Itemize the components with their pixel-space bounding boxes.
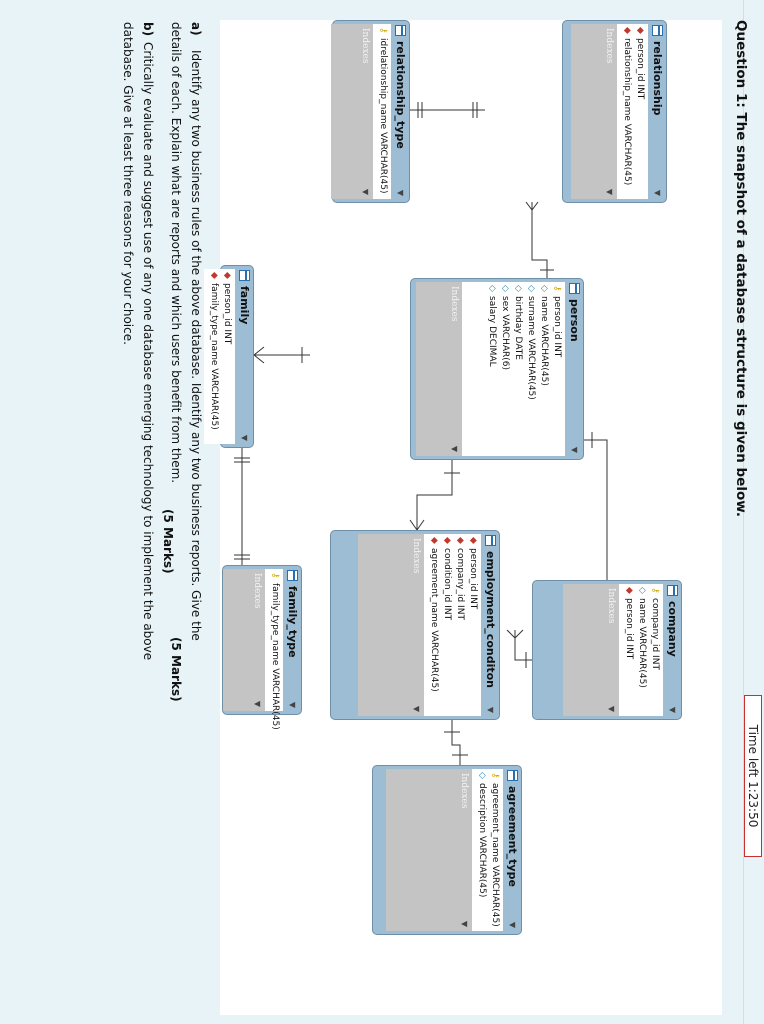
indexes-label: Indexes bbox=[360, 28, 370, 64]
column-row bbox=[440, 534, 453, 716]
indexes-body bbox=[331, 24, 357, 199]
attribute-icon: ◇ bbox=[487, 285, 497, 292]
collapse-arrow-icon[interactable]: ▼ bbox=[396, 189, 405, 196]
indexes-section[interactable] bbox=[603, 584, 619, 716]
foreign-key-icon: ◆ bbox=[429, 537, 439, 544]
collapse-arrow-icon[interactable]: ▼ bbox=[668, 706, 677, 713]
attribute-icon: ◇ bbox=[500, 285, 510, 292]
collapse-arrow-icon[interactable]: ▼ bbox=[288, 701, 297, 708]
family-table-header[interactable] bbox=[235, 266, 253, 447]
table-name: family bbox=[238, 286, 251, 325]
column-label: description VARCHAR(45) bbox=[477, 783, 487, 898]
part-a bbox=[166, 22, 206, 712]
attribute-icon: ◇ bbox=[539, 285, 549, 292]
part-a-marks: (5 Marks) bbox=[169, 637, 183, 702]
part-b-marks: (5 Marks) bbox=[161, 509, 175, 574]
foreign-key-icon: ◆ bbox=[622, 27, 632, 34]
column-label: salary DECIMAL bbox=[487, 296, 497, 367]
question-title: Question 1: The snapshot of a database structure is given below. bbox=[733, 20, 749, 517]
column-label: person_id INT bbox=[624, 598, 634, 660]
table-icon bbox=[239, 270, 250, 281]
expand-arrow-icon[interactable]: ▼ bbox=[253, 700, 262, 707]
table-icon bbox=[395, 25, 406, 36]
attribute-icon: ◇ bbox=[526, 285, 536, 292]
attribute-icon: ◇ bbox=[637, 587, 647, 594]
indexes-section[interactable] bbox=[446, 282, 462, 456]
foreign-key-icon: ◆ bbox=[222, 272, 232, 279]
column-row bbox=[648, 584, 661, 716]
part-a-line-1: Identify any two business rules of the above database. Identify any two business reports. Give the bbox=[189, 50, 203, 641]
part-b bbox=[118, 22, 175, 712]
collapse-arrow-icon[interactable]: ▼ bbox=[570, 446, 579, 453]
column-list bbox=[462, 282, 565, 456]
part-b-line-2: database. Give at least three reasons for your choice. bbox=[121, 22, 135, 345]
column-label: sex VARCHAR(6) bbox=[500, 296, 510, 371]
relationship-table-header[interactable] bbox=[648, 21, 666, 202]
expand-arrow-icon[interactable]: ▼ bbox=[605, 188, 614, 195]
column-label: idrelationship_name VARCHAR(45) bbox=[378, 38, 388, 194]
column-label: surname VARCHAR(45) bbox=[526, 296, 536, 400]
part-a-label: a) bbox=[189, 22, 203, 36]
table-icon bbox=[485, 535, 496, 546]
attribute-icon: ◇ bbox=[513, 285, 523, 292]
foreign-key-icon: ◆ bbox=[442, 537, 452, 544]
column-row bbox=[466, 534, 479, 716]
indexes-body bbox=[563, 584, 603, 716]
indexes-section[interactable] bbox=[601, 24, 617, 199]
employment-condition-table-header[interactable] bbox=[481, 531, 499, 719]
column-row bbox=[220, 269, 233, 444]
indexes-body bbox=[571, 24, 601, 199]
table-icon bbox=[652, 25, 663, 36]
primary-key-icon: ⚷ bbox=[378, 27, 388, 34]
column-row bbox=[207, 269, 220, 444]
foreign-key-icon: ◆ bbox=[468, 537, 478, 544]
column-label: agreement_name VARCHAR(45) bbox=[429, 548, 439, 692]
column-label: family_type_name VARCHAR(45) bbox=[270, 583, 280, 730]
primary-key-icon: ⚷ bbox=[490, 772, 500, 779]
table-icon bbox=[287, 570, 298, 581]
indexes-label: Indexes bbox=[459, 773, 469, 809]
column-label: person_id INT bbox=[635, 38, 645, 100]
question-parts bbox=[118, 22, 206, 712]
column-row bbox=[511, 282, 524, 456]
indexes-section[interactable] bbox=[249, 569, 265, 711]
indexes-body bbox=[223, 569, 249, 711]
foreign-key-icon: ◆ bbox=[624, 587, 634, 594]
column-row bbox=[498, 282, 511, 456]
column-row bbox=[453, 534, 466, 716]
indexes-section[interactable] bbox=[357, 24, 373, 199]
column-row bbox=[376, 24, 389, 199]
table-name: relationship_type bbox=[394, 41, 407, 149]
attribute-icon: ◇ bbox=[477, 772, 487, 779]
column-label: relationship_name VARCHAR(45) bbox=[622, 38, 632, 186]
indexes-body bbox=[358, 534, 408, 716]
column-row bbox=[524, 282, 537, 456]
expand-arrow-icon[interactable]: ▼ bbox=[607, 705, 616, 712]
column-label: name VARCHAR(45) bbox=[637, 598, 647, 688]
person-table[interactable] bbox=[410, 278, 584, 460]
foreign-key-icon: ◆ bbox=[635, 27, 645, 34]
column-list bbox=[617, 24, 648, 199]
table-icon bbox=[569, 283, 580, 294]
column-row bbox=[635, 584, 648, 716]
part-b-line-1: Critically evaluate and suggest use of any one database emerging technology to implement the above bbox=[141, 42, 155, 661]
table-name: family_type bbox=[286, 586, 299, 658]
foreign-key-icon: ◆ bbox=[455, 537, 465, 544]
column-label: person_id INT bbox=[552, 296, 562, 358]
indexes-section[interactable] bbox=[456, 769, 472, 931]
collapse-arrow-icon[interactable]: ▼ bbox=[486, 706, 495, 713]
employment-condition-table[interactable] bbox=[330, 530, 500, 720]
column-row bbox=[485, 282, 498, 456]
family-type-table[interactable] bbox=[222, 565, 302, 730]
agreement-type-table[interactable] bbox=[372, 765, 522, 935]
column-label: company_id INT bbox=[455, 548, 465, 620]
column-row bbox=[268, 569, 281, 730]
column-row bbox=[620, 24, 633, 199]
column-label: company_id INT bbox=[650, 598, 660, 670]
indexes-section[interactable] bbox=[408, 534, 424, 716]
company-table[interactable] bbox=[532, 580, 682, 720]
column-list bbox=[204, 269, 235, 444]
time-left-indicator: Time left 1:23:50 bbox=[744, 695, 762, 857]
indexes-label: Indexes bbox=[604, 28, 614, 64]
column-list bbox=[265, 569, 283, 730]
indexes-label: Indexes bbox=[606, 588, 616, 624]
table-name: agreement_type bbox=[506, 786, 519, 887]
column-list bbox=[619, 584, 663, 716]
relationship-type-table[interactable] bbox=[332, 20, 410, 203]
collapse-arrow-icon[interactable]: ▼ bbox=[508, 921, 517, 928]
column-list bbox=[472, 769, 503, 931]
company-table-header[interactable] bbox=[663, 581, 681, 719]
table-name: company bbox=[666, 601, 679, 657]
expand-arrow-icon[interactable]: ▼ bbox=[460, 920, 469, 927]
expand-arrow-icon[interactable]: ▼ bbox=[361, 188, 370, 195]
family-table[interactable] bbox=[209, 265, 254, 448]
indexes-label: Indexes bbox=[252, 573, 262, 609]
column-label: person_id INT bbox=[468, 548, 478, 610]
table-name: person bbox=[568, 299, 581, 342]
table-name: employment_conditon bbox=[484, 551, 497, 689]
column-row bbox=[488, 769, 501, 931]
indexes-body bbox=[386, 769, 456, 931]
indexes-label: Indexes bbox=[449, 286, 459, 322]
table-name: relationship bbox=[651, 41, 664, 116]
person-table-header[interactable] bbox=[565, 279, 583, 459]
foreign-key-icon: ◆ bbox=[209, 272, 219, 279]
column-label: agreement_name VARCHAR(45) bbox=[490, 783, 500, 927]
column-row bbox=[537, 282, 550, 456]
relationship-table[interactable] bbox=[562, 20, 667, 203]
column-row bbox=[475, 769, 488, 931]
column-label: family_type_name VARCHAR(45) bbox=[209, 283, 219, 430]
indexes-body bbox=[416, 282, 446, 456]
column-label: name VARCHAR(45) bbox=[539, 296, 549, 386]
table-icon bbox=[667, 585, 678, 596]
column-row bbox=[633, 24, 646, 199]
column-row bbox=[622, 584, 635, 716]
expand-arrow-icon[interactable]: ▼ bbox=[450, 445, 459, 452]
column-list bbox=[373, 24, 391, 199]
part-a-line-2: details of each. Explain what are reports and which users benefit from them. bbox=[169, 22, 183, 484]
primary-key-icon: ⚷ bbox=[270, 572, 280, 579]
column-label: birthday DATE bbox=[513, 296, 523, 360]
column-row bbox=[550, 282, 563, 456]
er-diagram bbox=[209, 20, 722, 1015]
expand-arrow-icon[interactable]: ▼ bbox=[412, 705, 421, 712]
column-row bbox=[427, 534, 440, 716]
table-icon bbox=[507, 770, 518, 781]
column-list bbox=[424, 534, 481, 716]
agreement-type-table-header[interactable] bbox=[503, 766, 521, 934]
part-b-label: b) bbox=[141, 22, 155, 37]
collapse-arrow-icon[interactable]: ▼ bbox=[653, 189, 662, 196]
indexes-label: Indexes bbox=[411, 538, 421, 574]
column-label: person_id INT bbox=[222, 283, 232, 345]
primary-key-icon: ⚷ bbox=[552, 285, 562, 292]
relationship-type-table-header[interactable] bbox=[391, 21, 409, 202]
column-label: condition_id INT bbox=[442, 548, 452, 621]
primary-key-icon: ⚷ bbox=[650, 587, 660, 594]
family-type-table-header[interactable] bbox=[283, 566, 301, 714]
collapse-arrow-icon[interactable]: ▼ bbox=[240, 434, 249, 441]
